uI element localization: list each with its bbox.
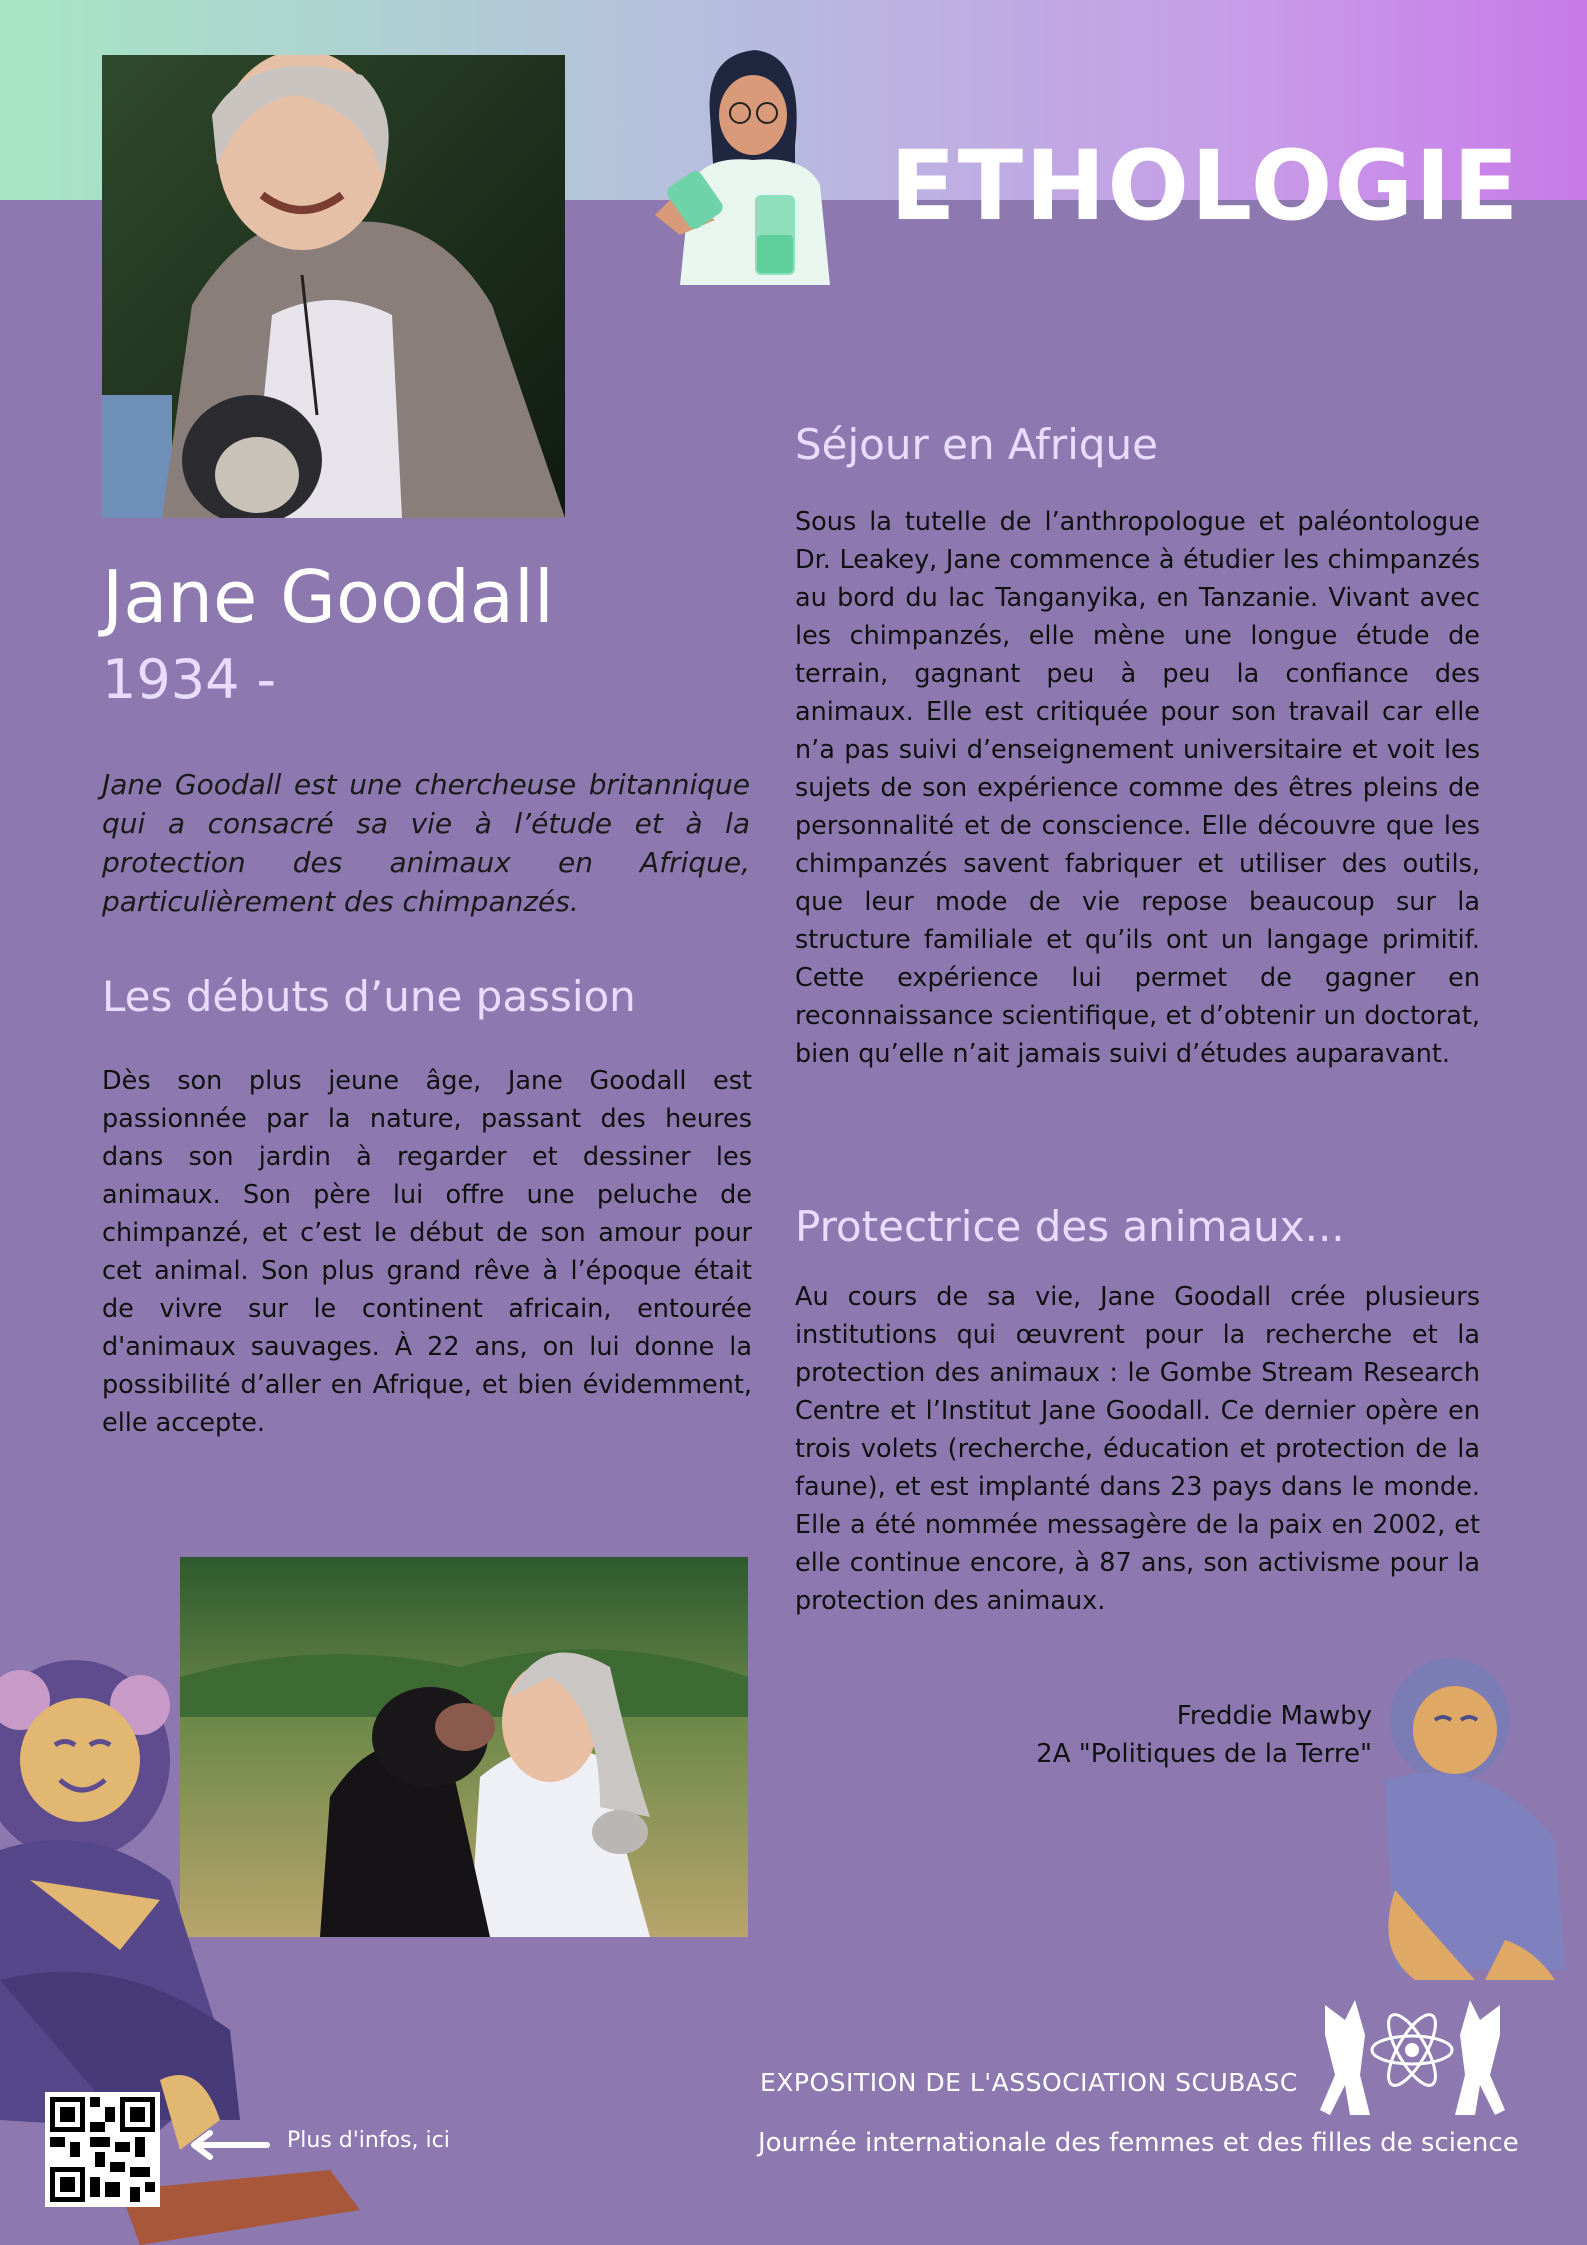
person-years: 1934 - [102,648,277,711]
portrait-photo [102,55,565,518]
section-body-protectrice: Au cours de sa vie, Jane Goodall crée plusieurs institutions qui œuvrent pour la recherche et la protection des animaux : le Gombe Stream Research Centre et l’Institut Jane Goodall. Ce dernier opère en trois volets (recherche, éducation et protection de la faune), et est implanté dans 23 pays dans le monde. Elle a été nommée messagère de la paix en 2002, et elle continue encore, à 87 ans, son activisme pour la protection des animaux. [795,1282,1480,1616]
more-info-link[interactable]: Plus d'infos, ici [287,2128,450,2153]
qr-code-icon[interactable] [45,2092,160,2207]
author-class: 2A "Politiques de la Terre" [1036,1739,1372,1769]
section-heading-protectrice: Protectrice des animaux... [795,1202,1345,1251]
section-body-sejour: Sous la tutelle de l’anthropologue et paléontologue Dr. Leakey, Jane commence à étudier les chimpanzés au bord du lac Tanganyika, en Tanzanie. Vivant avec les chimpanzés, elle mène une longue étude de terrain, gagnant peu à peu la confiance des animaux. Elle est critiquée pour son travail car elle n’a pas suivi d’enseignement universitaire et voit les sujets de son expérience comme des êtres pleins de personnalité et de conscience. Elle découvre que les chimpanzés savent fabriquer et utiliser des outils, que leur mode de vie repose beaucoup sur la structure familiale et qu’ils ont un langage primitif. Cette expérience lui permet de gagner en reconnaissance scientifique, et d’obtenir un doctorat, bien qu’elle n’ait jamais suivi d’études auparavant. [795,507,1480,1069]
intro-text: Jane Goodall est une chercheuse britannique qui a consacré sa vie à l’étude et à la protection des animaux en Afrique, particulièrement des chimpanzés. [102,768,750,918]
section-body-debuts: Dès son plus jeune âge, Jane Goodall est passionnée par la nature, passant des heures dans son jardin à regarder et dessiner les animaux. Son père lui offre une peluche de chimpanzé, et c’est le début de son amour pour cet animal. Son plus grand rêve à l’époque était de vivre sur le continent africain, entourée d'animaux sauvages. À 22 ans, on lui donne la possibilité d’aller en Afrique, et bien évidemment, elle accepte. [102,1066,752,1438]
chimpanzee-crouching-illustration [1355,1650,1587,1990]
scubasc-logo [1315,1995,1510,2120]
person-name: Jane Goodall [102,555,554,639]
scientist-illustration [645,35,845,290]
author-credit [1036,1697,1372,1773]
arrow-left-icon [182,2125,272,2165]
section-heading-debuts: Les débuts d’une passion [102,972,636,1021]
event-label: Journée internationale des femmes et des filles de science [758,2128,1519,2158]
page-title: ETHOLOGIE [890,130,1521,242]
section-heading-sejour: Séjour en Afrique [795,420,1158,469]
exposition-label: EXPOSITION DE L'ASSOCIATION SCUBASC [760,2068,1298,2097]
author-name: Freddie Mawby [1176,1701,1372,1731]
